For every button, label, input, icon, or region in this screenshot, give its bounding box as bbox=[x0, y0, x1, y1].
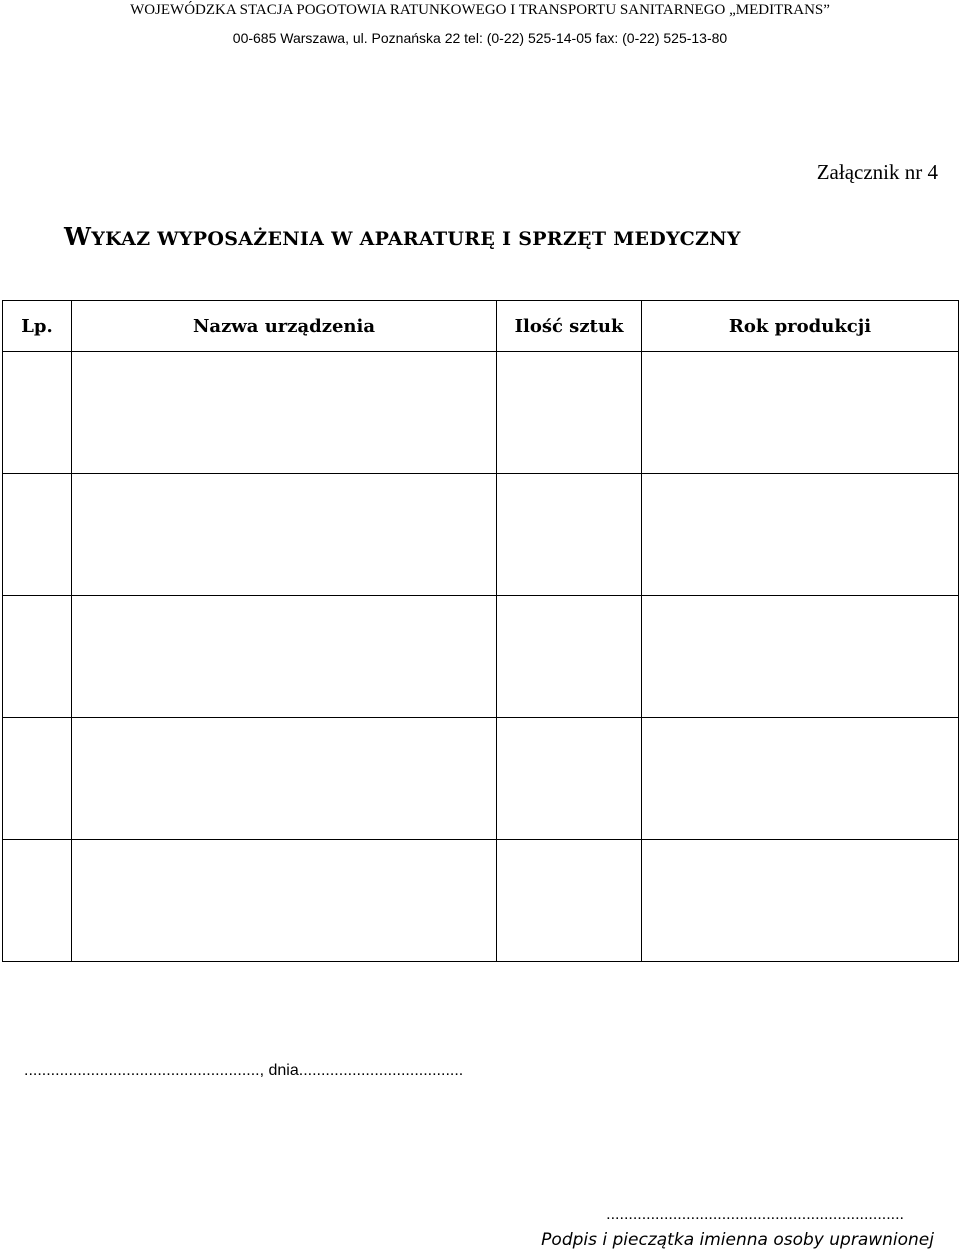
institution-name: WOJEWÓDZKA STACJA POGOTOWIA RATUNKOWEGO I TRANSPORTU SANITARNEGO „MEDITRANS” bbox=[130, 2, 830, 18]
column-header-lp: Lp. bbox=[3, 301, 72, 352]
column-header-device-name: Nazwa urządzenia bbox=[72, 301, 497, 352]
table-cell bbox=[642, 718, 959, 840]
table-cell bbox=[3, 596, 72, 718]
table-row bbox=[3, 474, 959, 596]
table-cell bbox=[497, 474, 642, 596]
signature-label: Podpis i pieczątka imienna osoby uprawnionej bbox=[541, 1230, 934, 1250]
table-cell bbox=[3, 352, 72, 474]
table-cell bbox=[497, 718, 642, 840]
table-header-row bbox=[3, 301, 959, 352]
signature-line: ................................................................... bbox=[606, 1206, 904, 1223]
table-row bbox=[3, 352, 959, 474]
column-header-quantity: Ilość sztuk bbox=[497, 301, 642, 352]
table-cell bbox=[3, 474, 72, 596]
title-rest: YKAZ WYPOSAŻENIA W APARATURĘ I SPRZĘT MEDYCZNY bbox=[91, 228, 741, 250]
column-header-production-year: Rok produkcji bbox=[642, 301, 959, 352]
table-row bbox=[3, 596, 959, 718]
institution-address: 00-685 Warszawa, ul. Poznańska 22 tel: (0-22) 525-14-05 fax: (0-22) 525-13-80 bbox=[232, 30, 728, 46]
table-cell bbox=[642, 596, 959, 718]
annex-label: Załącznik nr 4 bbox=[816, 160, 938, 184]
table-row bbox=[3, 840, 959, 962]
table-cell bbox=[497, 596, 642, 718]
table-cell bbox=[642, 352, 959, 474]
table-cell bbox=[72, 474, 497, 596]
title-first-letter: W bbox=[64, 222, 92, 251]
table-cell bbox=[72, 596, 497, 718]
table-cell bbox=[3, 840, 72, 962]
table-cell bbox=[642, 840, 959, 962]
table-cell bbox=[497, 352, 642, 474]
table-cell bbox=[642, 474, 959, 596]
table-cell bbox=[72, 352, 497, 474]
table-row bbox=[3, 718, 959, 840]
table-cell bbox=[3, 718, 72, 840]
table-cell bbox=[497, 840, 642, 962]
document-title bbox=[64, 222, 741, 251]
table-cell bbox=[72, 718, 497, 840]
table-cell bbox=[72, 840, 497, 962]
place-date-line: ....................................................., dnia..................................... bbox=[24, 1062, 464, 1079]
equipment-table bbox=[2, 300, 959, 962]
